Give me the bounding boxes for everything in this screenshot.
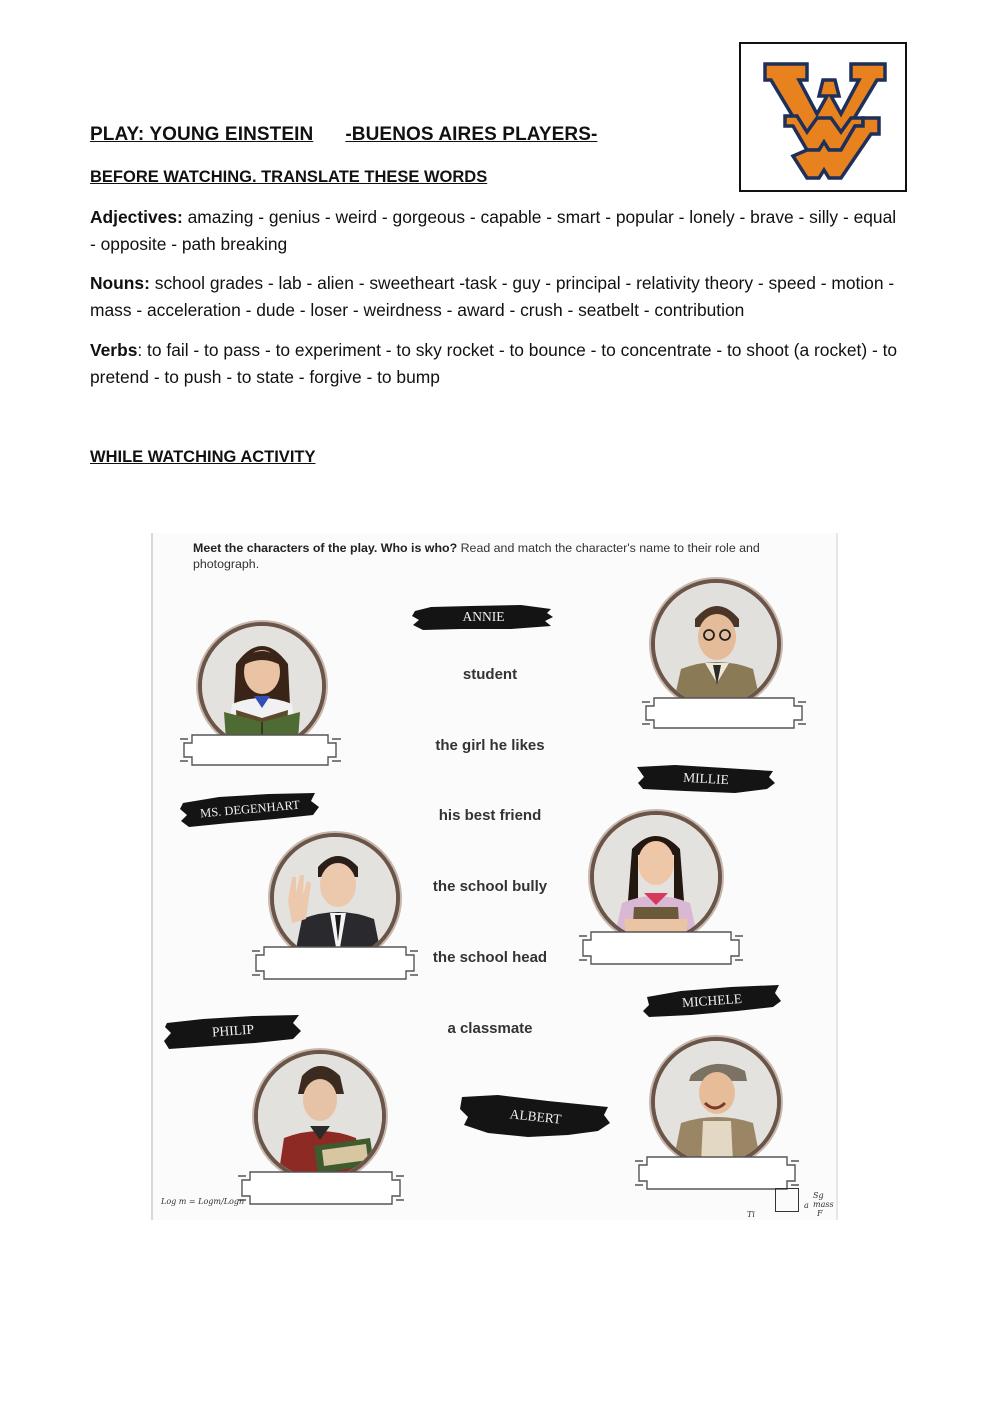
portrait-girl-braids [590, 811, 722, 943]
answer-frame-3[interactable] [250, 941, 420, 985]
name-label-albert[interactable]: ALBERT [458, 1091, 613, 1143]
footer-scribble-ti: Ti [747, 1210, 755, 1219]
name-label-ms-degenhart[interactable]: MS. DEGENHART [179, 791, 321, 829]
name-label-millie[interactable]: MILLIE [635, 761, 777, 797]
answer-frame-4[interactable] [577, 926, 745, 970]
role-student: student [462, 666, 518, 683]
wv-logo-icon [757, 56, 891, 180]
portrait-man-glasses [651, 579, 781, 709]
footer-small-box [775, 1188, 799, 1212]
footer-scribble-formula: Log m = Logm/Logn [161, 1197, 245, 1206]
portrait-man-cap [651, 1037, 781, 1167]
activity-instructions: Meet the characters of the play. Who is who? Read and match the character's name to their role and photograph. [193, 541, 760, 571]
nouns-paragraph: Nouns: school grades - lab - alien - sweetheart -task - guy - principal - relativity theory - speed - motion - mass - acceleration - dude - loser - weirdness - award - crush - seatbelt - contribution [90, 273, 895, 320]
before-watching-heading: BEFORE WATCHING. TRANSLATE THESE WORDS [90, 168, 488, 186]
role-school-bully: the school bully [432, 878, 548, 895]
role-best-friend: his best friend [438, 807, 542, 824]
footer-scribble-a: a [804, 1201, 809, 1210]
portrait-woman-reading [254, 1050, 386, 1182]
name-label-michele[interactable]: MICHELE [641, 983, 783, 1019]
answer-frame-1[interactable] [178, 729, 343, 771]
footer-scribble-f: F [817, 1209, 823, 1218]
footer-scribble-sg: Sg mass [813, 1191, 834, 1209]
while-watching-heading: WHILE WATCHING ACTIVITY [90, 448, 316, 466]
page-title: PLAY: YOUNG EINSTEIN -BUENOS AIRES PLAYERS- [90, 124, 598, 145]
role-girl-he-likes: the girl he likes [435, 737, 545, 754]
role-classmate: a classmate [447, 1020, 533, 1037]
matching-activity [151, 533, 838, 1220]
answer-frame-2[interactable] [640, 692, 808, 734]
verbs-paragraph: Verbs: to fail - to pass - to experiment - to sky rocket - to bounce - to concentrate - to shoot (a rocket) - to pretend - to push - to state - forgive - to bump [90, 340, 898, 387]
name-label-annie[interactable]: ANNIE [411, 601, 556, 633]
answer-frame-5[interactable] [236, 1166, 406, 1210]
adjectives-paragraph: Adjectives: amazing - genius - weird - gorgeous - capable - smart - popular - lonely - brave - silly - equal - opposite - path breaking [90, 207, 897, 254]
role-school-head: the school head [432, 949, 548, 966]
name-label-philip[interactable]: PHILIP [163, 1011, 303, 1051]
logo-box [739, 42, 907, 192]
